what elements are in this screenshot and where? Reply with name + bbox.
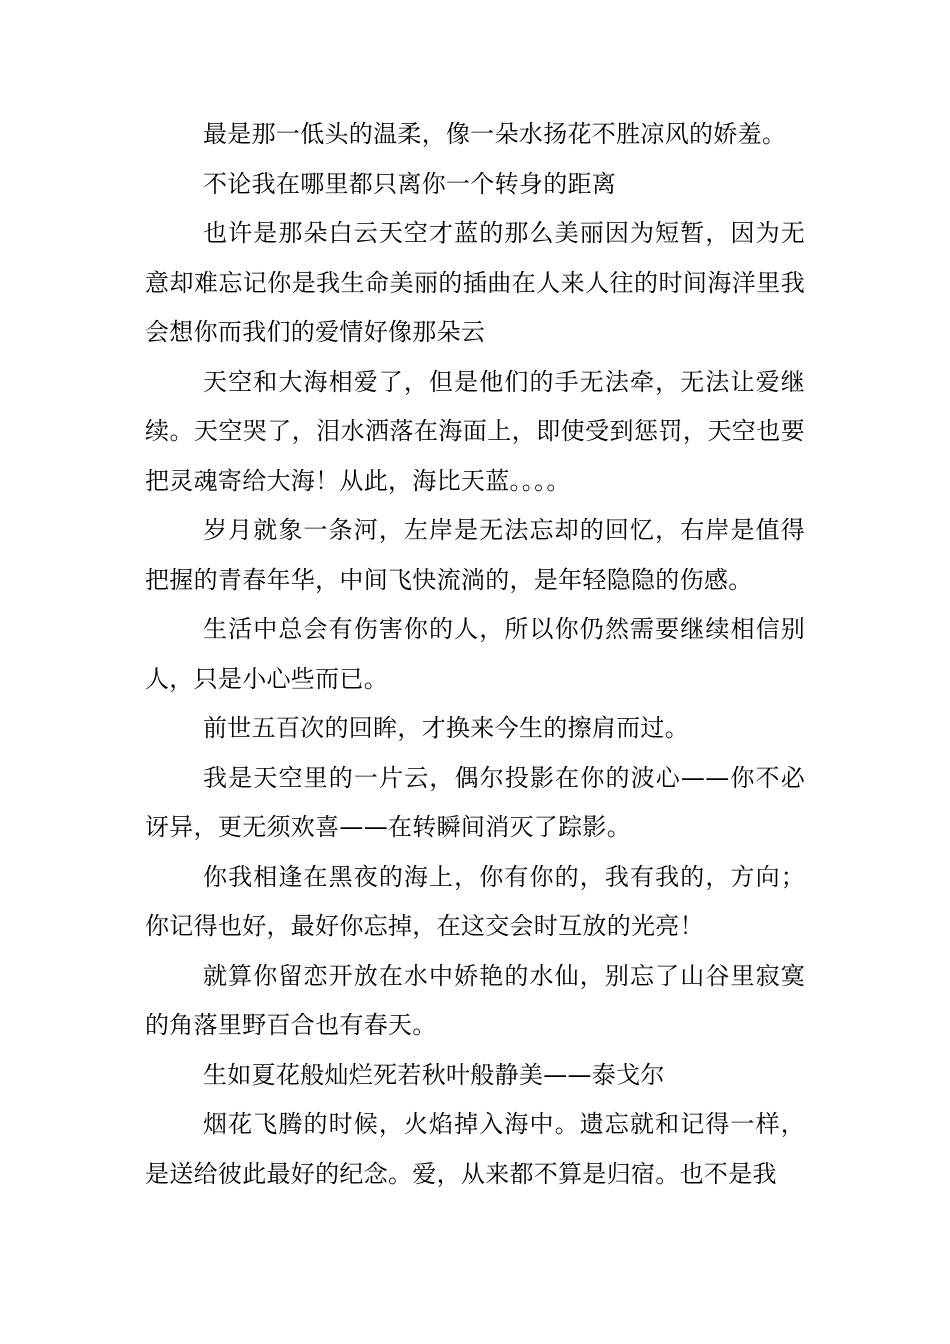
paragraph: 天空和大海相爱了，但是他们的手无法牵，无法让爱继续。天空哭了，泪水洒落在海面上，即使受到惩罚，天空也要把灵魂寄给大海！从此，海比天蓝。。。。 — [145, 367, 805, 495]
paragraph: 你我相逢在黑夜的海上，你有你的，我有我的，方向；你记得也好，最好你忘掉，在这交会时互放的光亮！ — [145, 862, 805, 940]
paragraph: 我是天空里的一片云，偶尔投影在你的波心——你不必讶异，更无须欢喜——在转瞬间消灭了踪影。 — [145, 763, 805, 841]
paragraph: 就算你留恋开放在水中娇艳的水仙，别忘了山谷里寂寞的角落里野百合也有春天。 — [145, 961, 805, 1039]
paragraph: 烟花飞腾的时候，火焰掉入海中。遗忘就和记得一样，是送给彼此最好的纪念。爱，从来都不算是归宿。也不是我 — [145, 1110, 805, 1188]
paragraph: 生活中总会有伤害你的人，所以你仍然需要继续相信别人，只是小心些而已。 — [145, 615, 805, 693]
paragraph: 也许是那朵白云天空才蓝的那么美丽因为短暂，因为无意却难忘记你是我生命美丽的插曲在人来人往的时间海洋里我会想你而我们的爱情好像那朵云 — [145, 219, 805, 346]
paragraph: 不论我在哪里都只离你一个转身的距离 — [203, 169, 617, 198]
paragraph: 生如夏花般灿烂死若秋叶般静美——泰戈尔 — [203, 1060, 665, 1089]
paragraph: 岁月就象一条河，左岸是无法忘却的回忆，右岸是值得把握的青春年华，中间飞快流淌的，是年轻隐隐的伤感。 — [145, 516, 805, 594]
paragraph: 前世五百次的回眸，才换来今生的擦肩而过。 — [203, 714, 689, 742]
paragraph: 最是那一低头的温柔，像一朵水扬花不胜凉风的娇羞。 — [203, 120, 787, 148]
document-body — [145, 110, 805, 1199]
